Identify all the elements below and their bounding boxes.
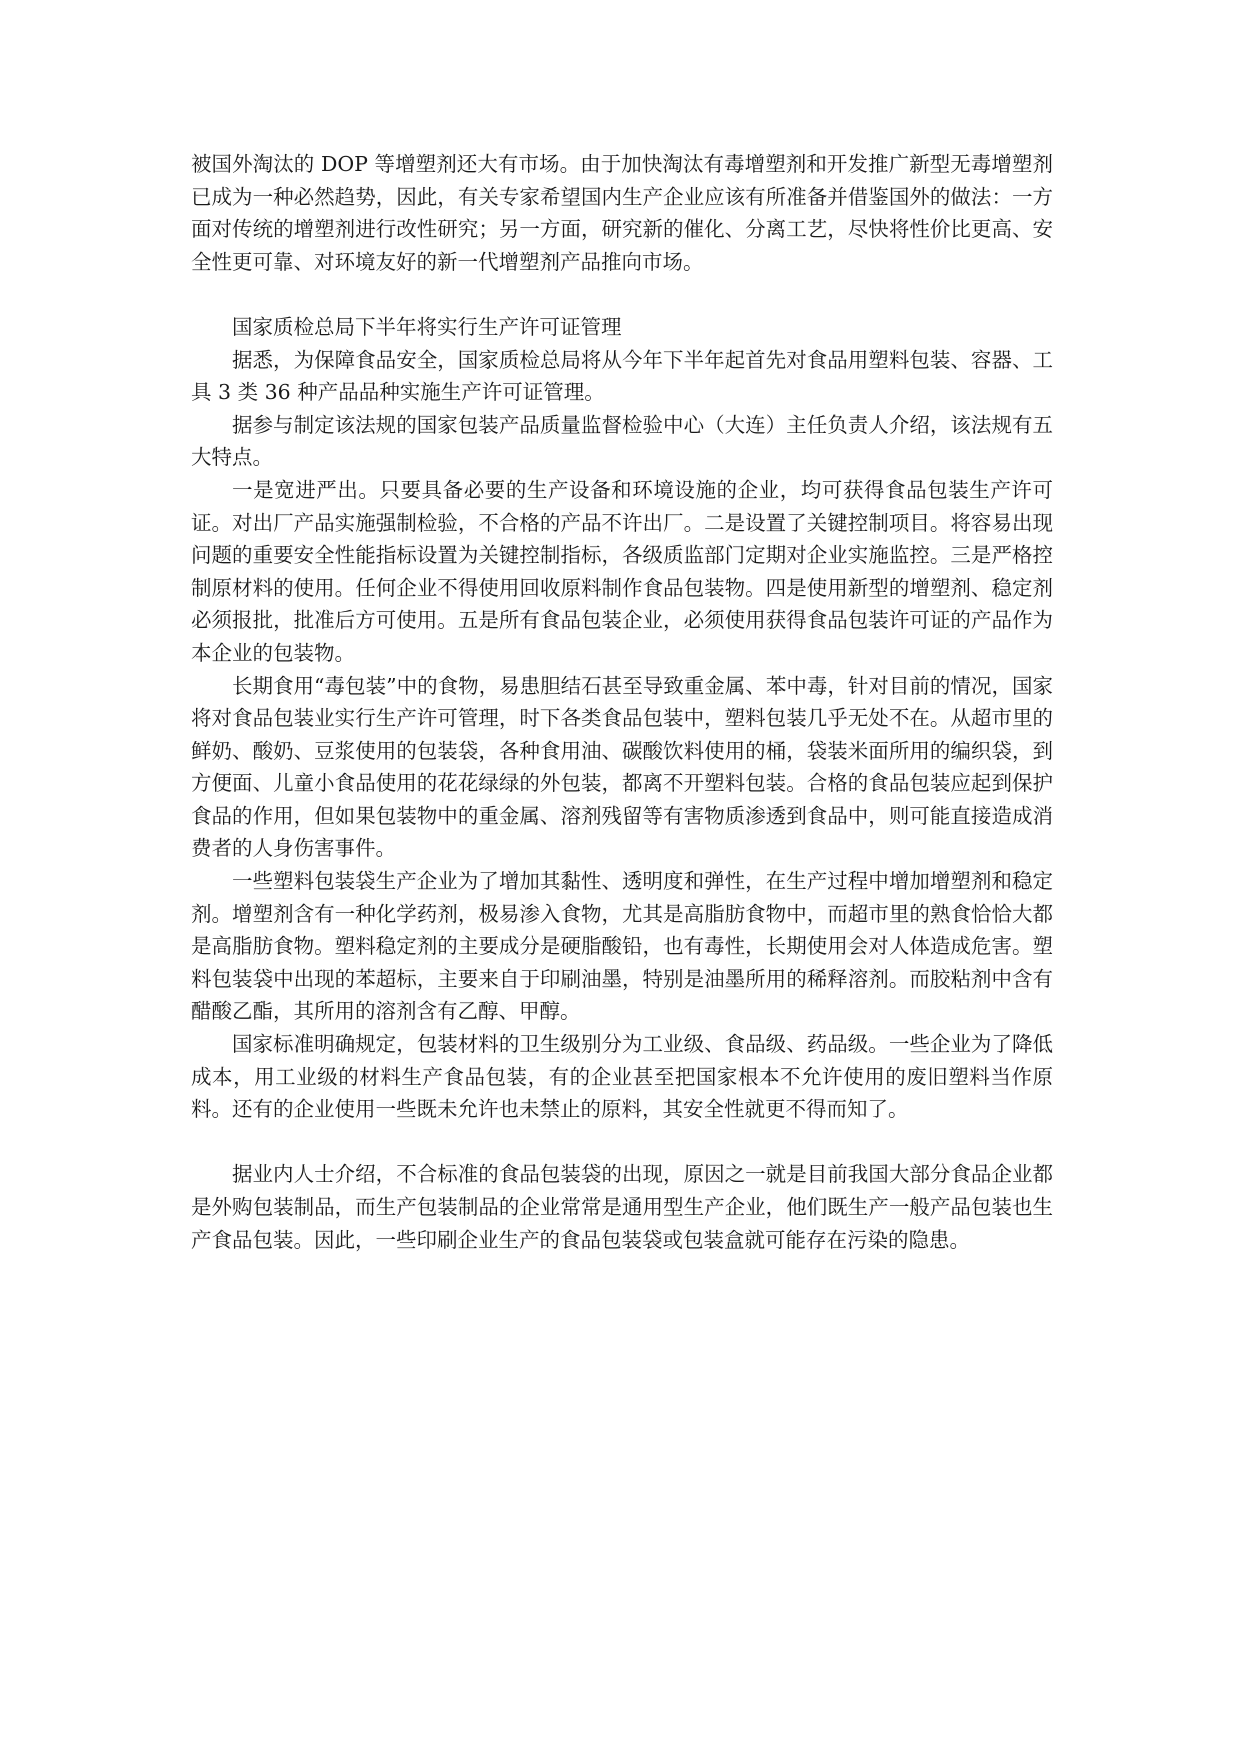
paragraph-national-standard: 国家标准明确规定，包装材料的卫生级别分为工业级、食品级、药品级。一些企业为了降低成本，用工业级的材料生产食品包装，有的企业甚至把国家根本不允许使用的废旧塑料当作原料。还有的企业使用一些既未允许也未禁止的原料，其安全性就更不得而知了。 bbox=[191, 1032, 1053, 1122]
paragraph-plasticizer-market: 被国外淘汰的 DOP 等增塑剂还大有市场。由于加快淘汰有毒增塑剂和开发推广新型无毒增塑剂已成为一种必然趋势，因此，有关专家希望国内生产企业应该有所准备并借鉴国外的做法：一方面对传统的增塑剂进行改性研究；另一方面，研究新的催化、分离工艺，尽快将性价比更高、安全性更可靠、对环境友好的新一代增塑剂产品推向市场。 bbox=[191, 152, 1053, 274]
paragraph-license-scope: 据悉，为保障食品安全，国家质检总局将从今年下半年起首先对食品用塑料包装、容器、工具 3 类 36 种产品品种实施生产许可证管理。 bbox=[191, 347, 1053, 405]
paragraph-regulation-features-intro: 据参与制定该法规的国家包装产品质量监督检验中心（大连）主任负责人介绍，该法规有五大特点。 bbox=[191, 412, 1053, 470]
section-heading-license-management: 国家质检总局下半年将实行生产许可证管理 bbox=[232, 314, 622, 339]
paragraph-industry-insider: 据业内人士介绍，不合标准的食品包装袋的出现，原因之一就是目前我国大部分食品企业都是外购包装制品，而生产包装制品的企业常常是通用型生产企业，他们既生产一般产品包装也生产食品包装。因此，一些印刷企业生产的食品包装袋或包装盒就可能存在污染的隐患。 bbox=[191, 1162, 1053, 1252]
document-body bbox=[191, 148, 1053, 1256]
paragraph-plasticizer-stabilizer: 一些塑料包装袋生产企业为了增加其黏性、透明度和弹性，在生产过程中增加增塑剂和稳定剂。增塑剂含有一种化学药剂，极易渗入食物，尤其是高脂肪食物中，而超市里的熟食恰恰大都是高脂肪食物。塑料稳定剂的主要成分是硬脂酸铅，也有毒性，长期使用会对人体造成危害。塑料包装袋中出现的苯超标，主要来自于印刷油墨，特别是油墨所用的稀释溶剂。而胶粘剂中含有醋酸乙酯，其所用的溶剂含有乙醇、甲醇。 bbox=[191, 869, 1053, 1024]
paragraph-five-features: 一是宽进严出。只要具备必要的生产设备和环境设施的企业，均可获得食品包装生产许可证。对出厂产品实施强制检验，不合格的产品不许出厂。二是设置了关键控制项目。将容易出现问题的重要安全性能指标设置为关键控制指标，各级质监部门定期对企业实施监控。三是严格控制原材料的使用。任何企业不得使用回收原料制作食品包装物。四是使用新型的增塑剂、稳定剂必须报批，批准后方可使用。五是所有食品包装企业，必须使用获得食品包装许可证的产品作为本企业的包装物。 bbox=[191, 477, 1053, 665]
paragraph-toxic-packaging: 长期食用“毒包装”中的食物，易患胆结石甚至导致重金属、苯中毒，针对目前的情况，国家将对食品包装业实行生产许可管理，时下各类食品包装中，塑料包装几乎无处不在。从超市里的鲜奶、酸奶、豆浆使用的包装袋，各种食用油、碳酸饮料使用的桶，袋装米面所用的编织袋，到方便面、儿童小食品使用的花花绿绿的外包装，都离不开塑料包装。合格的食品包装应起到保护食品的作用，但如果包装物中的重金属、溶剂残留等有害物质渗透到食品中，则可能直接造成消费者的人身伤害事件。 bbox=[191, 673, 1053, 861]
